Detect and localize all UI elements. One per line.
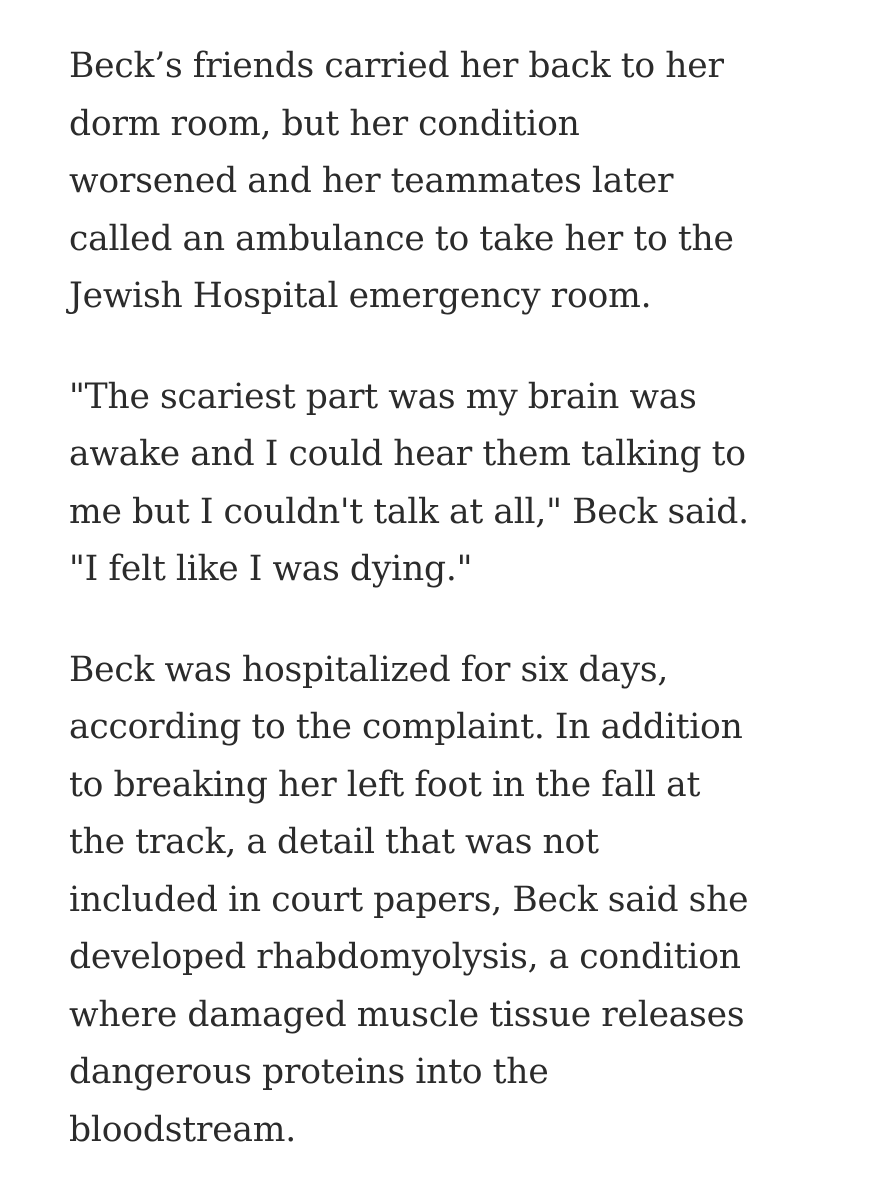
text-line: "The scariest part was my brain was [69, 376, 697, 417]
paragraph-2 [69, 369, 849, 599]
text-line: worsened and her teammates later [69, 161, 674, 201]
text-line: to breaking her left foot in the fall at [69, 764, 701, 805]
article-body [69, 38, 849, 1202]
text-line: Beck’s friends carried her back to her [69, 46, 724, 86]
text-line: called an ambulance to take her to the [69, 218, 734, 259]
text-line: "I felt like I was dying." [69, 549, 473, 589]
text-line: bloodstream. [69, 1109, 297, 1150]
text-line: according to the complaint. In addition [69, 707, 743, 747]
paragraph-1 [69, 38, 849, 326]
text-line: developed rhabdomyolysis, a condition [69, 937, 741, 977]
text-line: dorm room, but her condition [69, 103, 580, 144]
paragraph-3 [69, 642, 849, 1160]
text-line: the track, a detail that was not [69, 822, 599, 862]
text-line: where damaged muscle tissue releases [69, 994, 745, 1035]
text-line: included in court papers, Beck said she [69, 879, 749, 920]
text-line: awake and I could hear them talking to [69, 434, 746, 474]
text-line: dangerous proteins into the [69, 1052, 549, 1092]
text-line: Beck was hospitalized for six days, [69, 649, 669, 690]
text-line: me but I couldn't talk at all," Beck said. [69, 491, 749, 532]
text-line: Jewish Hospital emergency room. [69, 276, 652, 316]
